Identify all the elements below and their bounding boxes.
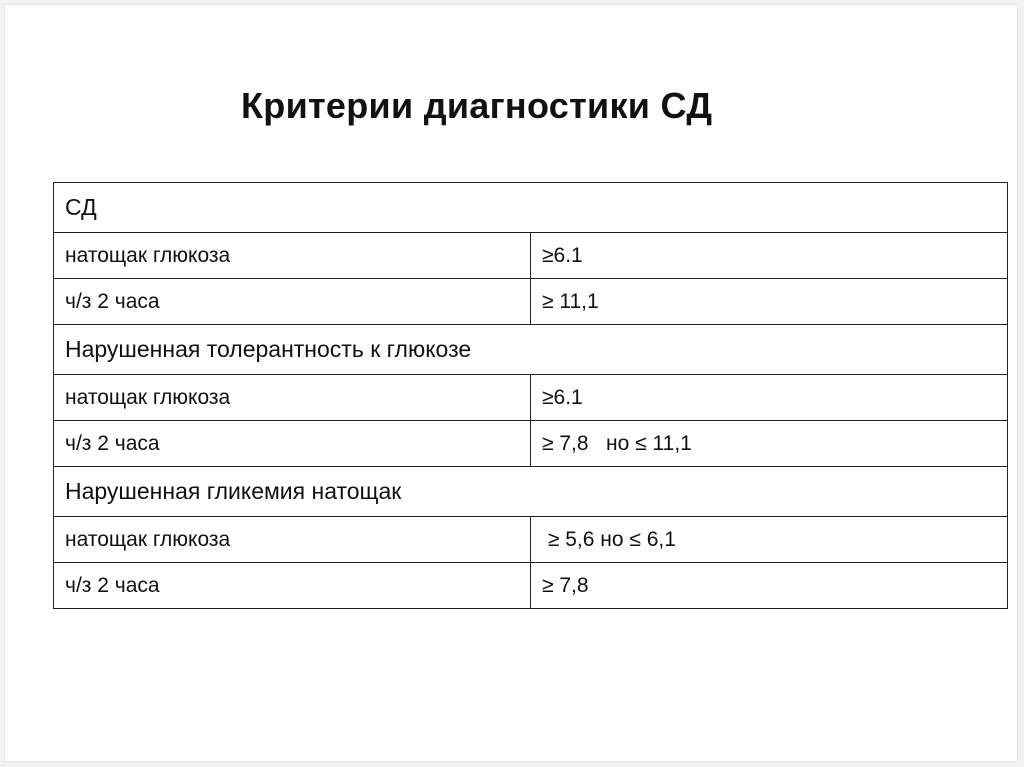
section-header-row: [54, 183, 1008, 233]
table-row: [54, 517, 1008, 563]
section-heading-diabetes: СД: [54, 183, 1008, 233]
criterion-value: ≥ 11,1: [531, 279, 1008, 325]
table-row: [54, 421, 1008, 467]
table-row: [54, 233, 1008, 279]
table-row: [54, 375, 1008, 421]
page-title: Критерии диагностики СД: [241, 85, 713, 126]
criterion-label: натощак глюкоза: [54, 375, 531, 421]
criterion-label: ч/з 2 часа: [54, 279, 531, 325]
criterion-value: ≥ 7,8: [531, 563, 1008, 609]
criterion-label: ч/з 2 часа: [54, 563, 531, 609]
criterion-value: ≥6.1: [531, 233, 1008, 279]
table-row: [54, 279, 1008, 325]
criterion-label: ч/з 2 часа: [54, 421, 531, 467]
criterion-value: ≥6.1: [531, 375, 1008, 421]
criterion-value: ≥ 7,8 но ≤ 11,1: [531, 421, 1008, 467]
section-header-row: [54, 467, 1008, 517]
criterion-label: натощак глюкоза: [54, 233, 531, 279]
criterion-value: ≥ 5,6 но ≤ 6,1: [531, 517, 1008, 563]
section-heading-impaired-tolerance: Нарушенная толерантность к глюкозе: [54, 325, 1008, 375]
section-header-row: [54, 325, 1008, 375]
criteria-table: [53, 182, 1008, 609]
table-row: [54, 563, 1008, 609]
criterion-label: натощак глюкоза: [54, 517, 531, 563]
section-heading-impaired-fasting: Нарушенная гликемия натощак: [54, 467, 1008, 517]
slide: [4, 4, 1018, 762]
